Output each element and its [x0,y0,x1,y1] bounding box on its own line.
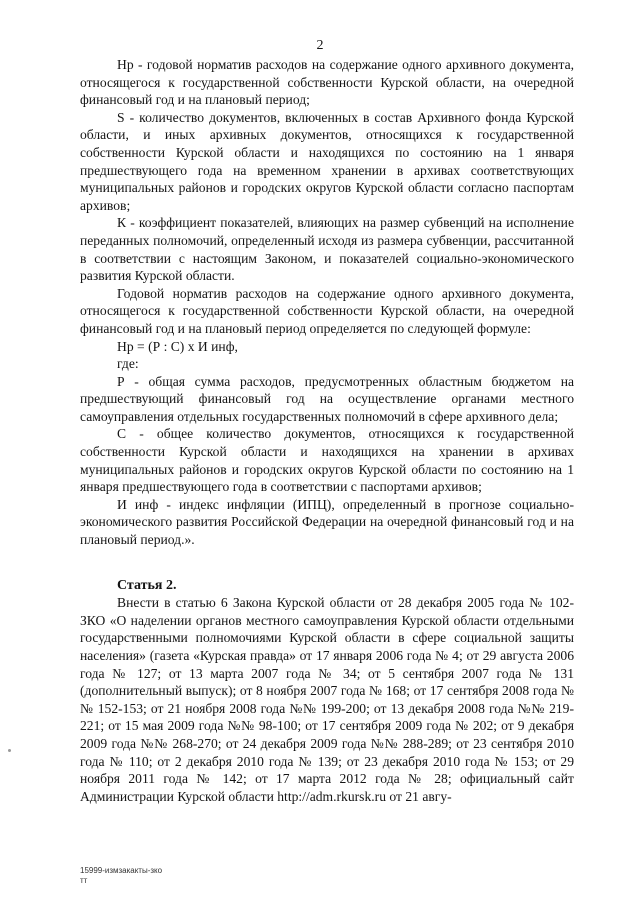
footer-initials: тт [80,876,88,885]
article-heading: Статья 2. [117,577,177,593]
margin-mark [8,749,11,752]
formula: Нр = (Р : С) х И инф, [117,338,238,354]
footer [80,866,162,886]
footer-file-reference: 15999-измзакакты-зко [80,866,163,875]
page-number: 2 [316,38,324,53]
paragraph-k-definition: К - коэффициент показателей, влияющих на размер субвенций на исполнение переданных полномочий, определенный исходя из размера субвенции, рассчитанной в соответствии с настоящим Законом, и показателей социально-экономического развития Курской области. [80,215,574,284]
article-text: Внести в статью 6 Закона Курской области от 28 декабря 2005 года № 102-ЗКО «О наделении органов местного самоуправления Курской области отдельными государственными полномочиями Курской области в сфере социальной защиты населения» (газета «Курская правда» от 17 января 2006 года № 4; от 29 августа 2006 года № 127; от 13 марта 2007 года № 34; от 5 сентября 2007 года № 131 (дополнительный выпуск); от 8 ноября 2007 года № 168; от 17 сентября 2008 года №№ 152-153; от 21 ноября 2008 года №№ 199-200; от 13 декабря 2008 года №№ 219-221; от 15 мая 2009 года №№ 98-100; от 17 сентября 2009 года № 202; от 9 декабря 2009 года №№ 268-270; от 24 декабря 2009 года №№ 288-289; от 23 сентября 2010 года № 110; от 2 декабря 2010 года № 139; от 23 декабря 2010 года № 153; от 29 ноября 2011 года № 142; от 17 марта 2012 года № 28; официальный сайт Администрации Курской области http://adm.rkursk.ru от 21 авгу- [80,595,574,804]
definition-i-inf: И инф - индекс инфляции (ИПЦ), определенный в прогнозе социально-экономического развития Российской Федерации на очередной финансовый год и на плановый период.». [80,496,574,548]
paragraph-formula-intro: Годовой норматив расходов на содержание одного архивного документа, относящегося к государственной собственности Курской области, на очередной финансовый год и на плановый период определяется по следующей формуле: [80,285,574,336]
section-gap [80,549,574,577]
paragraph-hr-definition: Нр - годовой норматив расходов на содержание одного архивного документа, относящегося к государственной собственности Курской области, на очередной финансовый год и на плановый период; [80,57,574,108]
document-body [80,56,574,805]
definition-p: Р - общая сумма расходов, предусмотренных областным бюджетом на предшествующий финансовый год на осуществление органами местного самоуправления отдельных государственных полномочий в сфере архивного дела; [80,373,574,424]
paragraph-s-definition: S - количество документов, включенных в состав Архивного фонда Курской области, и иных архивных документов, относящихся к государственной собственности Курской области и находящихся по состоянию на 1 января предшествующего года на временном хранении в архивах соответствующих муниципальных районов и городских округов Курской области согласно паспортам архивов; [80,109,574,213]
definition-c: С - общее количество документов, относящихся к государственной собственности Курской области и находящихся на хранении в архивах муниципальных районов и городских округов Курской области по состоянию на 1 января предшествующего года в соответствии с паспортами архивов; [80,426,574,495]
where-label: где: [117,356,139,372]
